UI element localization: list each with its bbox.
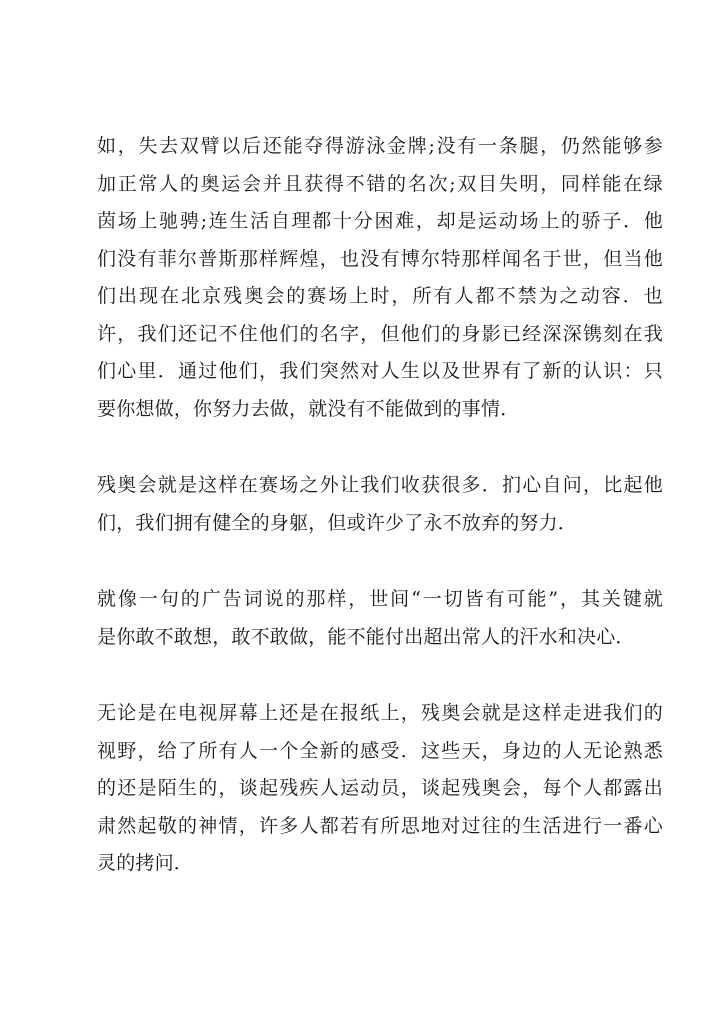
text-line: 灵的拷问． — [97, 852, 194, 874]
paragraph-spacer — [97, 542, 663, 581]
text-line: 如，失去双臂以后还能夺得游泳金牌;没有一条腿，仍然能够参 — [97, 135, 663, 157]
text-line: 视野，给了所有人一个全新的感受．这些天，身边的人无论熟悉 — [97, 739, 663, 762]
document-body — [97, 128, 663, 883]
text-line: 肃然起敬的神情，许多人都若有所思地对过往的生活进行一番心 — [97, 814, 663, 837]
text-line: 们，我们拥有健全的身躯，但或许少了永不放弃的努力． — [97, 511, 578, 534]
text-line: 就像一句的广告词说的那样，世间“一切皆有可能”，其关键就 — [97, 588, 663, 610]
text-line: 们心里．通过他们，我们突然对人生以及世界有了新的认识：只 — [97, 360, 663, 382]
text-line: 加正常人的奥运会并且获得不错的名次;双目失明，同样能在绿 — [97, 172, 663, 195]
text-line: 的还是陌生的，谈起残疾人运动员，谈起残奥会，每个人都露出 — [97, 777, 663, 799]
text-line: 是你敢不敢想，敢不敢做，能不能付出超出常人的汗水和决心． — [97, 625, 635, 648]
text-line: 许，我们还记不住他们的名字，但他们的身影已经深深镌刻在我 — [97, 322, 663, 345]
text-line: 无论是在电视屏幕上还是在报纸上，残奥会就是这样走进我们的 — [97, 702, 663, 724]
text-line: 残奥会就是这样在赛场之外让我们收获很多．扪心自问，比起他 — [97, 474, 663, 496]
paragraph-3 — [97, 581, 663, 656]
text-line: 茵场上驰骋;连生活自理都十分困难，却是运动场上的骄子．他 — [97, 210, 663, 232]
text-line: 们没有菲尔普斯那样辉煌，也没有博尔特那样闻名于世，但当他 — [97, 247, 663, 270]
paragraph-2 — [97, 467, 663, 542]
paragraph-1 — [97, 128, 663, 428]
text-line: 要你想做，你努力去做，就没有不能做到的事情． — [97, 397, 520, 420]
paragraph-spacer — [97, 656, 663, 695]
paragraph-4 — [97, 695, 663, 883]
text-line: 们出现在北京残奥会的赛场上时，所有人都不禁为之动容．也 — [97, 285, 663, 307]
paragraph-spacer — [97, 428, 663, 467]
